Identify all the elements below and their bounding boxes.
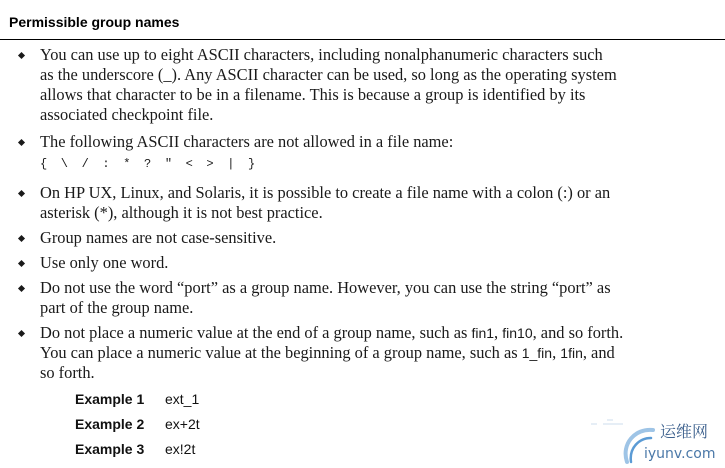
code-1fin: 1fin	[560, 345, 583, 361]
bullet-6-line-2: part of the group name.	[40, 298, 194, 317]
bullet-7-line-1-text-a: Do not place a numeric value at the end of a group name, such as	[40, 323, 472, 342]
bullet-7-line-1-text-c: , and so forth.	[532, 323, 624, 342]
example-3-label: Example 3	[75, 441, 145, 457]
watermark-url: iyunv.com	[644, 446, 716, 462]
bullet-7-line-3: so forth.	[40, 363, 95, 382]
bullet-1-line-4: associated checkpoint file.	[40, 105, 214, 124]
bullet-diamond-icon	[17, 329, 27, 339]
bullet-diamond-icon	[17, 189, 27, 199]
bullet-3-line-1: On HP UX, Linux, and Solaris, it is possible to create a file name with a colon (:) or an	[40, 183, 611, 202]
bullet-diamond-icon	[17, 284, 27, 294]
bullet-7-line-1-text-b: ,	[494, 323, 503, 342]
example-1-value: ext_1	[165, 391, 200, 407]
bullet-6-line-1: Do not use the word “port” as a group name. However, you can use the string “port” as	[40, 278, 611, 297]
bullet-diamond-icon	[17, 234, 27, 244]
bullet-7-line-2-text-a: You can place a numeric value at the beginning of a group name, such as	[40, 343, 522, 362]
bullet-diamond-icon	[17, 259, 27, 269]
bullet-7-line-2-text-b: ,	[552, 343, 561, 362]
bullet-1-line-2: as the underscore (_). Any ASCII character can be used, so long as the operating system	[40, 65, 617, 84]
example-3-value: ex!2t	[165, 441, 196, 457]
forbidden-characters-code: { \ / : * ? " < > | }	[40, 157, 259, 171]
code-fin1: fin1	[471, 325, 495, 341]
bullet-4-line-1: Group names are not case-sensitive.	[40, 228, 277, 247]
bullet-7-line-2-text-c: , and	[582, 343, 615, 362]
watermark-name: 运维网	[660, 422, 709, 441]
section-header	[0, 0, 725, 40]
bullet-1-line-1: You can use up to eight ASCII characters, including nonalphanumeric characters such	[40, 45, 603, 64]
bullet-diamond-icon	[17, 138, 27, 148]
bullet-7-line-1	[40, 323, 623, 343]
code-1-fin: 1_fin	[521, 345, 553, 361]
bullet-7-line-2	[40, 343, 615, 363]
example-2-label: Example 2	[75, 416, 145, 432]
code-fin10: fin10	[502, 325, 533, 341]
bullet-2-line-1: The following ASCII characters are not allowed in a file name:	[40, 132, 454, 151]
section-title: Permissible group names	[9, 14, 180, 30]
example-1-label: Example 1	[75, 391, 145, 407]
bullet-1-line-3: allows that character to be in a filename. This is because a group is identified by its	[40, 85, 586, 104]
bullet-diamond-icon	[17, 51, 27, 61]
example-2-value: ex+2t	[165, 416, 200, 432]
bullet-3-line-2: asterisk (*), although it is not best practice.	[40, 203, 323, 222]
bullet-5-line-1: Use only one word.	[40, 253, 169, 272]
